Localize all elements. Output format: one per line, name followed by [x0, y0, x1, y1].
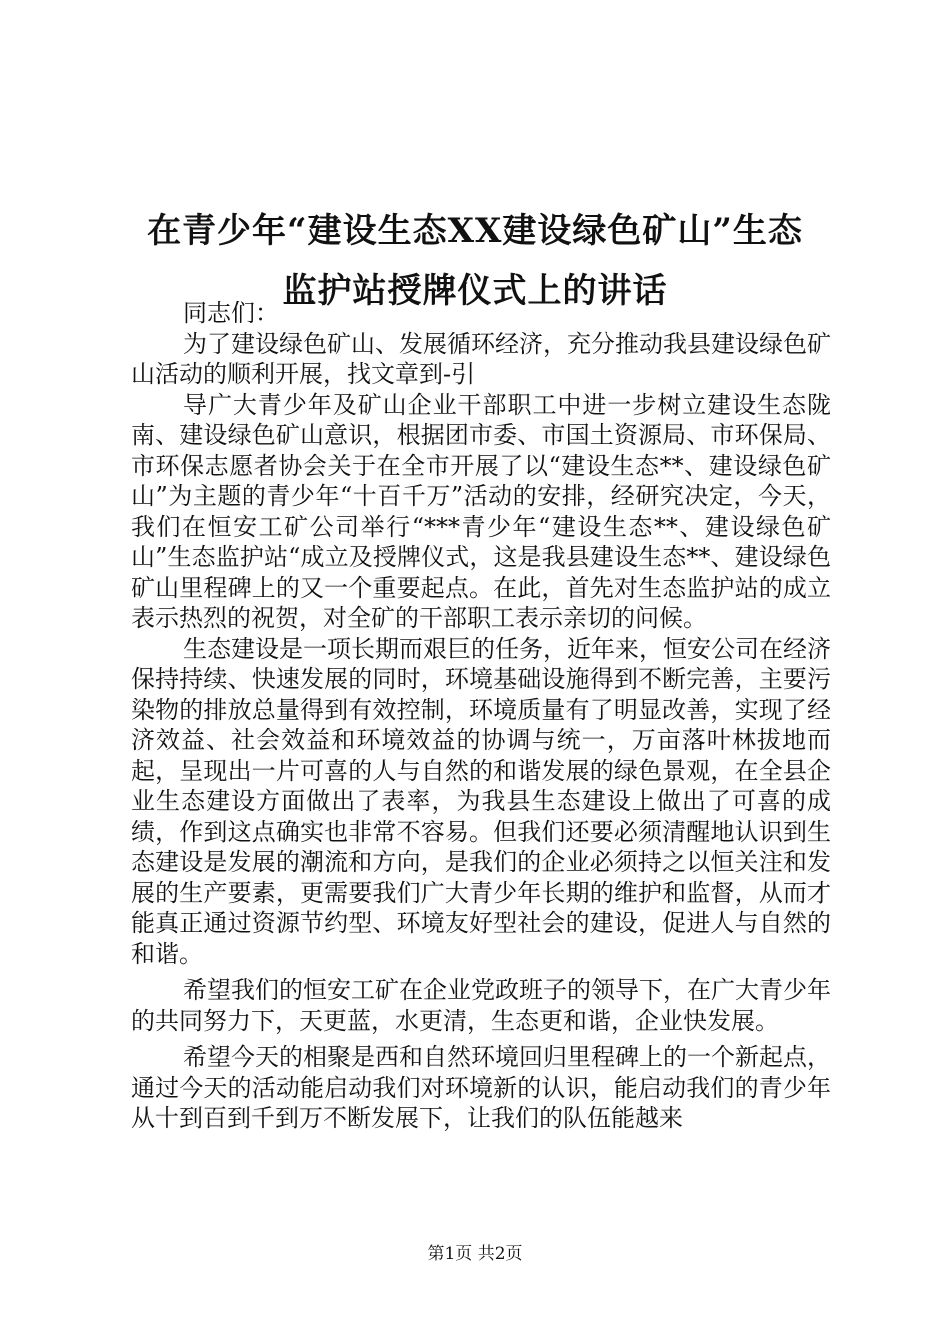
document-body: [131, 298, 831, 1134]
salutation: 同志们：: [183, 299, 279, 327]
document-title-line-1: 在青少年“建设生态XX建设绿色矿山”生态: [147, 210, 803, 251]
page-number-footer: 第1页 共2页: [427, 1244, 523, 1264]
document-title-line-2: 监护站授牌仪式上的讲话: [282, 270, 668, 311]
paragraph: 希望我们的恒安工矿在企业党政班子的领导下，在广大青少年的共同努力下，天更蓝，水更清，生态更和谐，企业快发展。: [131, 976, 831, 1035]
paragraph: 导广大青少年及矿山企业干部职工中进一步树立建设生态陇南、建设绿色矿山意识，根据团市委、市国土资源局、市环保局、市环保志愿者协会关于在全市开展了以“建设生态**、建设绿色矿山”为主题的青少年“十百千万”活动的安排，经研究决定，今天，我们在恒安工矿公司举行“***青少年“建设生态**、建设绿色矿山”生态监护站“成立及授牌仪式，这是我县建设生态**、建设绿色矿山里程碑上的又一个重要起点。在此，首先对生态监护站的成立表示热烈的祝贺，对全矿的干部职工表示亲切的问候。: [131, 390, 831, 632]
paragraph: 为了建设绿色矿山、发展循环经济，充分推动我县建设绿色矿山活动的顺利开展，找文章到-引: [131, 329, 831, 388]
paragraph: 生态建设是一项长期而艰巨的任务，近年来，恒安公司在经济保持持续、快速发展的同时，环境基础设施得到不断完善，主要污染物的排放总量得到有效控制，环境质量有了明显改善，实现了经济效益、社会效益和环境效益的协调与统一，万亩落叶林拔地而起，呈现出一片可喜的人与自然的和谐发展的绿色景观，在全县企业生态建设方面做出了表率，为我县生态建设上做出了可喜的成绩，作到这点确实也非常不容易。但我们还要必须清醒地认识到生态建设是发展的潮流和方向，是我们的企业必须持之以恒关注和发展的生产要素，更需要我们广大青少年长期的维护和监督，从而才能真正通过资源节约型、环境友好型社会的建设，促进人与自然的和谐。: [131, 634, 831, 968]
paragraph: 希望今天的相聚是西和自然环境回归里程碑上的一个新起点，通过今天的活动能启动我们对环境新的认识，能启动我们的青少年从十到百到千到万不断发展下，让我们的队伍能越来: [131, 1043, 831, 1132]
